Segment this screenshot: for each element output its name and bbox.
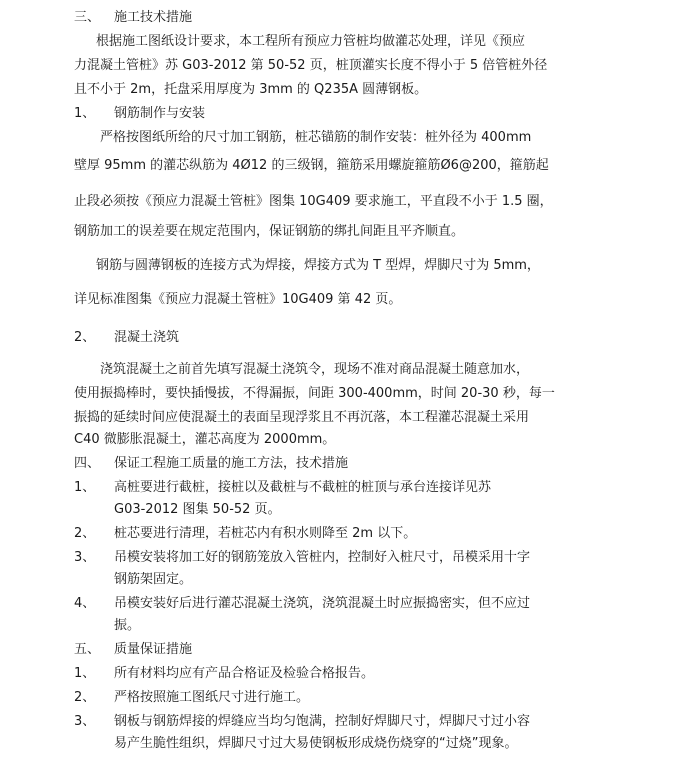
paragraph-line: 钢筋加工的误差要在规定范围内，保证钢筋的绑扎间距且平齐顺直。	[74, 224, 465, 239]
section-title: 质量保证措施	[114, 642, 193, 657]
list-item-line: 钢板与钢筋焊接的焊缝应当均匀饱满，控制好焊脚尺寸，焊脚尺寸过小容	[114, 714, 531, 729]
paragraph-line: 止段必须按《预应力混凝土管桩》图集 10G409 要求施工，平直段不小于 1.5 圈，	[74, 194, 553, 209]
item-number: 1、	[74, 106, 96, 121]
paragraph-line: 且不小于 2m，托盘采用厚度为 3mm 的 Q235A 圆薄钢板。	[74, 82, 428, 97]
paragraph-line: C40 微膨胀混凝土，灌芯高度为 2000mm。	[74, 432, 336, 447]
list-item-line: 吊模安装将加工好的钢筋笼放入管桩内，控制好入桩尺寸，吊模采用十字	[114, 550, 531, 565]
item-number: 1、	[74, 666, 96, 681]
paragraph-line: 使用振捣棒时，要快插慢拔，不得漏振，间距 300-400mm，时间 20-30 秒，每一	[74, 386, 555, 401]
list-item-line: 桩芯要进行清理，若桩芯内有积水则降至 2m 以下。	[114, 526, 417, 541]
item-number: 1、	[74, 480, 96, 495]
paragraph-line: 壁厚 95mm 的灌芯纵筋为 4Ø12 的三级钢，箍筋采用螺旋箍筋Ø6@200，箍筋起	[74, 158, 549, 173]
item-number: 4、	[74, 596, 96, 611]
paragraph-line: 钢筋与圆薄钢板的连接方式为焊接，焊接方式为 T 型焊，焊脚尺寸为 5mm，	[96, 258, 540, 273]
list-item-line: 钢筋架固定。	[114, 572, 193, 587]
paragraph-line: 严格按图纸所给的尺寸加工钢筋，桩芯锚筋的制作安装：桩外径为 400mm	[100, 130, 532, 145]
subsection-title: 混凝土浇筑	[114, 330, 180, 345]
paragraph-line: 振捣的延续时间应使混凝土的表面呈现浮浆且不再沉落，本工程灌芯混凝土采用	[74, 410, 530, 425]
section-title: 保证工程施工质量的施工方法，技术措施	[114, 456, 349, 471]
list-item-line: 易产生脆性组织，焊脚尺寸过大易使钢板形成烧伤烧穿的“过烧”现象。	[114, 736, 518, 751]
list-item-line: G03-2012 图集 50-52 页。	[114, 502, 281, 517]
paragraph-line: 详见标准图集《预应力混凝土管桩》10G409 第 42 页。	[74, 292, 402, 307]
paragraph-line: 根据施工图纸设计要求，本工程所有预应力管桩均做灌芯处理，详见《预应	[96, 34, 526, 49]
item-number: 2、	[74, 330, 96, 345]
section-number: 四、	[74, 456, 101, 471]
list-item-line: 振。	[114, 618, 141, 633]
list-item-line: 严格按照施工图纸尺寸进行施工。	[114, 690, 310, 705]
section-title: 施工技术措施	[114, 10, 193, 25]
list-item-line: 所有材料均应有产品合格证及检验合格报告。	[114, 666, 375, 681]
paragraph-line: 力混凝土管桩》苏 G03-2012 第 50-52 页，桩顶灌实长度不得小于 5 倍管桩外径	[74, 58, 548, 73]
item-number: 2、	[74, 526, 96, 541]
paragraph-line: 浇筑混凝土之前首先填写混凝土浇筑令，现场不准对商品混凝土随意加水，	[100, 362, 530, 377]
list-item-line: 高桩要进行截桩，接桩以及截桩与不截桩的桩顶与承台连接详见苏	[114, 480, 492, 495]
section-number: 五、	[74, 642, 101, 657]
item-number: 3、	[74, 550, 96, 565]
list-item-line: 吊模安装好后进行灌芯混凝土浇筑，浇筑混凝土时应振捣密实，但不应过	[114, 596, 531, 611]
subsection-title: 钢筋制作与安装	[114, 106, 206, 121]
section-number: 三、	[74, 10, 101, 25]
item-number: 2、	[74, 690, 96, 705]
item-number: 3、	[74, 714, 96, 729]
